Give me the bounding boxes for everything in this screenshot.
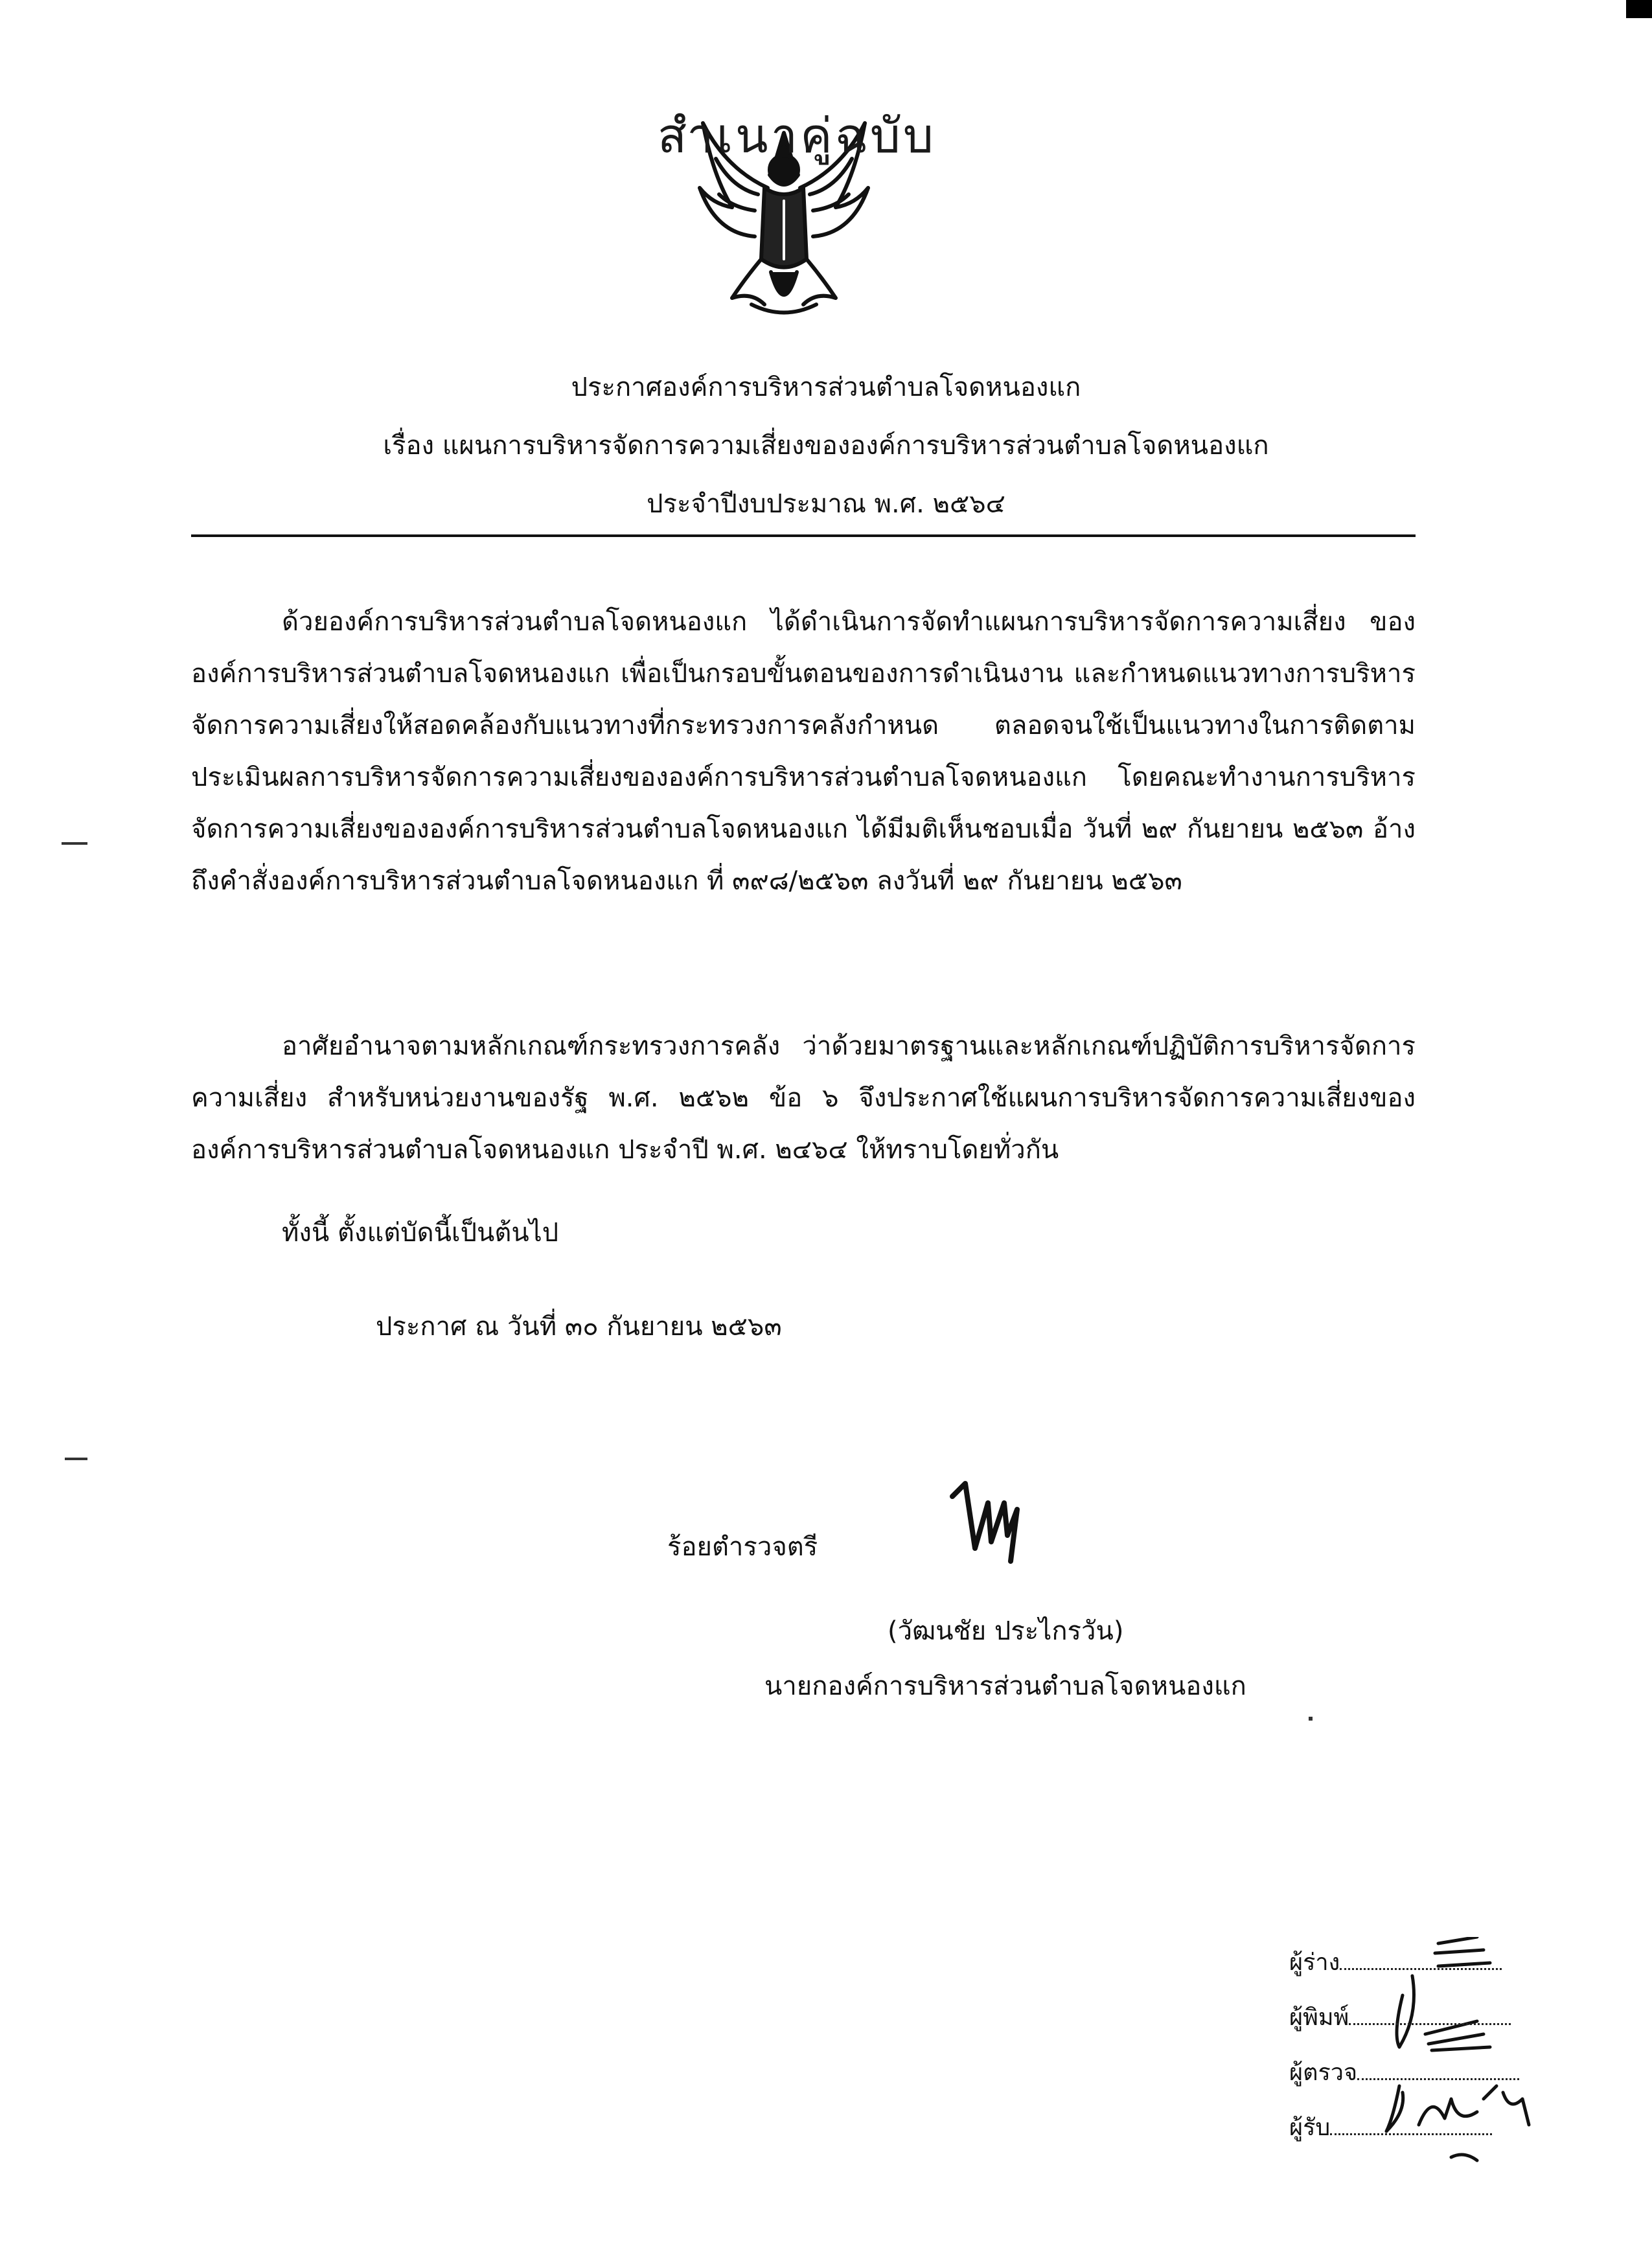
scan-speck: [62, 842, 87, 845]
footer-checker: [1289, 2054, 1519, 2090]
signer-position: นายกองค์การบริหารส่วนตำบลโจดหนองแก: [764, 1671, 1246, 1701]
header-divider: [191, 534, 1416, 537]
footer-receiver: [1289, 2109, 1492, 2146]
footer-checker-dots: [1357, 2059, 1519, 2080]
signer-rank: ร้อยตำรวจตรี: [667, 1532, 818, 1562]
handwritten-signature: [939, 1471, 1037, 1568]
announcement-date: ประกาศ ณ วันที่ ๓๐ กันยายน ๒๕๖๓: [376, 1312, 782, 1342]
effective-statement: ทั้งนี้ ตั้งแต่บัดนี้เป็นต้นไป: [282, 1218, 559, 1248]
footer-drafter-label: ผู้ร่าง: [1289, 1949, 1340, 1976]
body-paragraph-1-text: ด้วยองค์การบริหารส่วนตำบลโจดหนองแก ได้ดำเนินการจัดทำแผนการบริหารจัดการความเสี่ยง ขององค์การบริหารส่วนตำบลโจดหนองแก เพื่อเป็นกรอบขั้นตอนของการดำเนินงาน และกำหนดแนวทางการบริหารจัดการความเสี่ยงให้สอดคล้องกับแนวทางที่กระทรวงการคลังกำหนด ตลอดจนใช้เป็นแนวทางในการติดตามประเมินผลการบริหารจัดการความเสี่ยงขององค์การบริหารส่วนตำบลโจดหนองแก โดยคณะทำงานการบริหารจัดการความเสี่ยงขององค์การบริหารส่วนตำบลโจดหนองแก ได้มีมติเห็นชอบเมื่อ วันที่ ๒๙ กันยายน ๒๕๖๓ อ้างถึงคำสั่งองค์การบริหารส่วนตำบลโจดหนองแก ที่ ๓๙๘/๒๕๖๓ ลงวันที่ ๒๙ กันยายน ๒๕๖๓: [191, 607, 1416, 896]
footer-receiver-dots: [1330, 2114, 1492, 2135]
body-paragraph-1: [191, 596, 1416, 907]
footer-drafter-dots: [1340, 1949, 1502, 1970]
scan-speck: [1309, 1717, 1313, 1721]
footer-checker-label: ผู้ตรวจ: [1289, 2059, 1358, 2086]
fiscal-year-line: ประจำปีงบประมาณ พ.ศ. ๒๕๖๔: [647, 489, 1005, 519]
body-paragraph-2: [191, 1020, 1416, 1176]
scan-speck: [65, 1458, 87, 1460]
footer-typist-label: ผู้พิมพ์: [1289, 2004, 1349, 2031]
scan-corner-mark: [1626, 0, 1652, 18]
body-paragraph-2-text: อาศัยอำนาจตามหลักเกณฑ์กระทรวงการคลัง ว่าด้วยมาตรฐานและหลักเกณฑ์ปฏิบัติการบริหารจัดการความเสี่ยง สำหรับหน่วยงานของรัฐ พ.ศ. ๒๕๖๒ ข้อ ๖ จึงประกาศใช้แผนการบริหารจัดการความเสี่ยงขององค์การบริหารส่วนตำบลโจดหนองแก ประจำปี พ.ศ. ๒๔๖๔ ให้ทราบโดยทั่วกัน: [191, 1031, 1416, 1165]
footer-drafter: [1289, 1943, 1502, 1980]
copy-stamp: สำเนาคู่ฉบับ: [657, 108, 936, 164]
announcement-title: ประกาศองค์การบริหารส่วนตำบลโจดหนองแก: [571, 372, 1081, 402]
footer-typist-dots: [1349, 2004, 1511, 2025]
signer-name: (วัฒนชัย ประไกรวัน): [888, 1616, 1124, 1646]
footer-typist: [1289, 1999, 1511, 2035]
subject-line: เรื่อง แผนการบริหารจัดการความเสี่ยงขององค์การบริหารส่วนตำบลโจดหนองแก: [383, 431, 1269, 461]
footer-receiver-label: ผู้รับ: [1289, 2114, 1331, 2141]
